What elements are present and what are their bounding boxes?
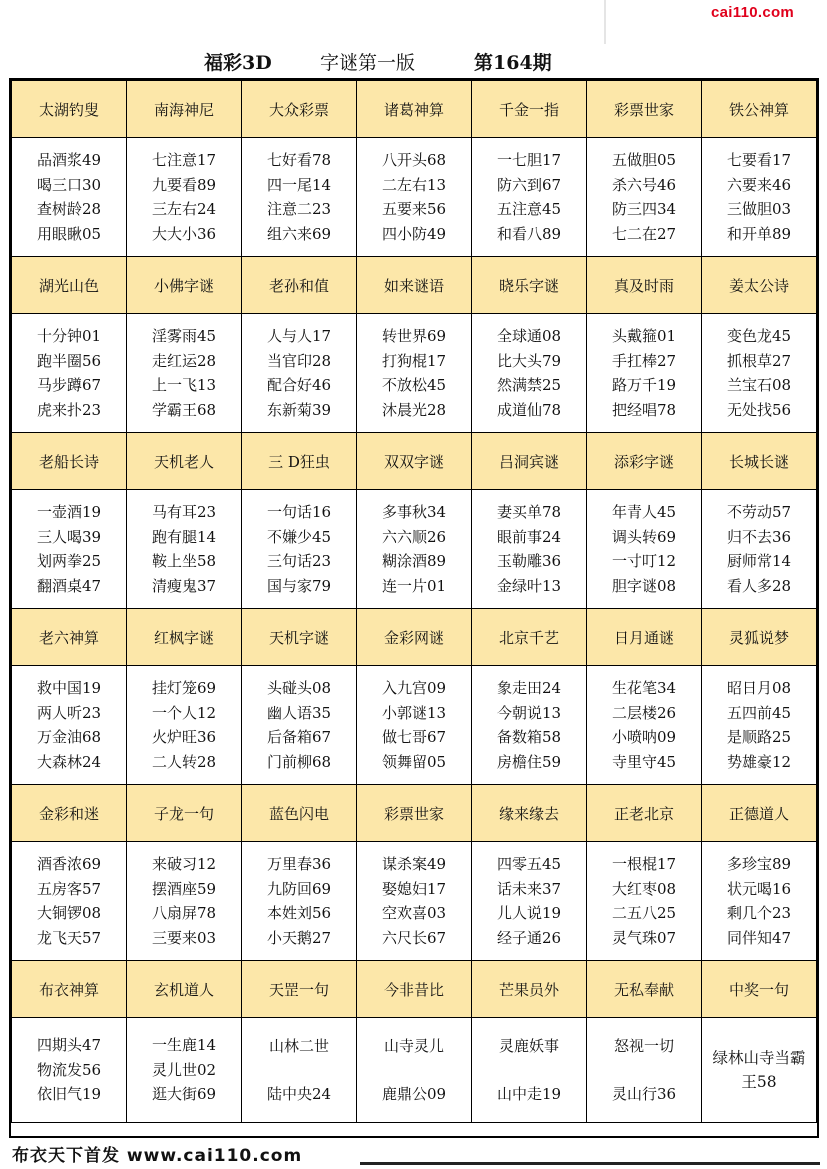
riddle-line: 七注意17 [151,151,217,169]
column-header: 姜太公诗 [702,257,817,314]
riddle-line: 领舞留05 [381,752,447,771]
riddle-line: 大森林24 [36,752,102,771]
riddle-line: 金绿叶13 [496,576,562,595]
riddle-line: 灵鹿妖事 [498,1036,559,1055]
riddle-line: 大大小36 [151,224,217,243]
column-header: 天机老人 [127,433,242,490]
column-header: 红枫字谜 [127,609,242,666]
column-header: 双双字谜 [357,433,472,490]
riddle-cell [357,314,472,433]
riddle-grid [9,78,819,1138]
riddle-line: 不放松45 [381,376,447,394]
riddle-line: 生花笔34 [611,679,677,697]
riddle-line: 势雄豪12 [726,752,792,771]
riddle-line: 胆字谜08 [611,576,677,595]
column-header: 中奖一句 [702,961,817,1018]
riddle-cell [242,314,357,433]
column-header: 彩票世家 [357,785,472,842]
riddle-line: 门前柳68 [266,752,332,771]
riddle-line: 一根棍17 [611,855,677,873]
riddle-line: 幽人语35 [266,703,332,722]
header-row [12,785,817,842]
column-header: 金彩和迷 [12,785,127,842]
riddle-cell [127,842,242,961]
riddle-line: 二层楼26 [611,703,677,722]
divider-line [604,0,606,44]
riddle-line: 变色龙45 [726,327,792,345]
riddle-line: 一壶酒19 [36,503,102,521]
riddle-cell [12,842,127,961]
riddle-cell [357,138,472,257]
column-header: 真及时雨 [587,257,702,314]
riddle-cell [472,138,587,257]
riddle-line: 备数箱58 [496,728,562,746]
riddle-line: 万里春36 [266,855,332,873]
riddle-line: 学霸王68 [151,400,217,419]
riddle-cell [12,1018,127,1123]
riddle-cell [702,1018,817,1123]
riddle-cell [357,490,472,609]
riddle-line: 小天鹅27 [266,928,332,947]
riddle-line: 七二在27 [611,224,677,243]
column-header: 老六神算 [12,609,127,666]
column-header: 天机字谜 [242,609,357,666]
riddle-line: 一七胆17 [496,151,562,169]
riddle-cell [127,314,242,433]
riddle-cell [472,1018,587,1123]
column-header: 千金一指 [472,81,587,138]
riddle-line: 陆中央24 [266,1085,332,1103]
riddle-line: 昭日月08 [726,679,792,697]
column-header: 天罡一句 [242,961,357,1018]
riddle-line: 一个人12 [151,703,217,722]
riddle-cell [702,314,817,433]
riddle-line: 马有耳23 [151,503,217,521]
riddle-line: 四小防49 [381,224,447,243]
riddle-line: 小郭谜13 [381,703,447,722]
riddle-line: 和看八89 [496,224,562,243]
riddle-line: 酒香浓69 [36,855,102,873]
riddle-line: 同伴知47 [726,928,792,947]
riddle-line: 十分钟01 [36,327,102,345]
column-header: 吕洞宾谜 [472,433,587,490]
riddle-cell [472,842,587,961]
riddle-line: 用眼瞅05 [36,224,102,243]
riddle-line: 山林二世 [268,1036,329,1055]
riddle-line: 和开单89 [726,224,792,243]
header-row [12,609,817,666]
riddle-line: 防三四34 [611,200,677,218]
riddle-line: 四期头47 [36,1036,102,1055]
column-header: 日月通谜 [587,609,702,666]
riddle-table [11,80,817,1123]
riddle-line: 本姓刘56 [266,904,332,922]
riddle-line: 查树龄28 [36,200,102,218]
column-header: 湖光山色 [12,257,127,314]
riddle-line: 救中国19 [36,679,102,697]
riddle-line: 八开头68 [381,151,447,169]
riddle-line: 逛大街69 [151,1085,217,1104]
riddle-line: 四一尾14 [266,175,332,194]
riddle-line: 五注意45 [496,200,562,218]
riddle-line: 不劳动57 [726,503,792,521]
riddle-line: 注意二23 [266,200,332,218]
riddle-line: 三要来03 [151,928,217,947]
riddle-line: 一句话16 [266,503,332,521]
riddle-row [12,1018,817,1123]
riddle-line: 三人喝39 [36,527,102,546]
riddle-line: 品酒浆49 [36,151,102,169]
riddle-line: 五做胆05 [611,151,677,169]
riddle-cell [127,138,242,257]
riddle-row [12,314,817,433]
riddle-line: 经子通26 [496,928,562,947]
column-header: 玄机道人 [127,961,242,1018]
riddle-cell [12,490,127,609]
riddle-line: 龙飞天57 [36,928,102,947]
riddle-cell [12,138,127,257]
riddle-line: 谋杀案49 [381,855,447,873]
riddle-line: 状元喝16 [726,879,792,898]
riddle-line: 头碰头08 [266,679,332,697]
riddle-line: 打狗棍17 [381,351,447,370]
riddle-cell [357,842,472,961]
riddle-line: 两人听23 [36,703,102,722]
riddle-line: 多事秋34 [381,503,447,521]
column-header: 今非昔比 [357,961,472,1018]
riddle-line: 做七哥67 [381,728,447,746]
riddle-line: 五四前45 [726,703,792,722]
riddle-line: 把经唱78 [611,400,677,419]
riddle-line: 今朝说13 [496,703,562,722]
column-header: 北京千艺 [472,609,587,666]
riddle-row [12,666,817,785]
riddle-line: 八扇屏78 [151,904,217,922]
riddle-line: 儿人说19 [496,904,562,922]
riddle-line: 五要来56 [381,200,447,218]
riddle-line: 摆酒座59 [151,879,217,898]
column-header: 正老北京 [587,785,702,842]
riddle-line: 六尺长67 [381,928,447,947]
riddle-row [12,138,817,257]
header-row [12,433,817,490]
column-header: 晓乐字谜 [472,257,587,314]
riddle-line: 话未来37 [496,879,562,898]
riddle-line: 眼前事24 [496,527,562,546]
riddle-line: 七要看17 [726,151,792,169]
column-header: 长城长谜 [702,433,817,490]
column-header: 正德道人 [702,785,817,842]
riddle-row [12,842,817,961]
riddle-line: 连一片01 [381,576,447,595]
riddle-cell [357,1018,472,1123]
riddle-cell [127,666,242,785]
header-row [12,81,817,138]
riddle-cell [242,138,357,257]
riddle-line: 玉勒雕36 [496,552,562,570]
riddle-line: 妻买单78 [496,503,562,521]
riddle-line: 三句话23 [266,552,332,570]
riddle-line: 大红枣08 [611,879,677,898]
riddle-line: 来破习12 [151,855,217,873]
title-lottery: 福彩3D [204,52,272,74]
column-header: 诸葛神算 [357,81,472,138]
riddle-line: 然满禁25 [496,376,562,394]
riddle-line: 四零五45 [496,855,562,873]
header-row [12,257,817,314]
riddle-line: 厨师常14 [726,552,792,570]
column-header: 小佛字谜 [127,257,242,314]
riddle-line: 人与人17 [266,327,332,345]
column-header: 南海神尼 [127,81,242,138]
riddle-line: 一生鹿14 [151,1036,217,1055]
riddle-line: 六要来46 [726,175,792,194]
riddle-line: 万金油68 [36,728,102,746]
column-header: 如来谜语 [357,257,472,314]
riddle-line: 年青人45 [611,503,677,521]
riddle-line: 依旧气19 [36,1085,102,1104]
riddle-line: 转世界69 [381,327,447,345]
riddle-line: 物流发56 [36,1060,102,1079]
column-header: 蓝色闪电 [242,785,357,842]
riddle-line: 大铜锣08 [36,904,102,922]
riddle-cell [242,1018,357,1123]
page-title [0,46,827,76]
title-edition: 字谜第一版 [320,52,416,74]
column-header: 无私奉献 [587,961,702,1018]
riddle-line: 二左右13 [381,175,447,194]
riddle-cell [242,490,357,609]
column-header: 金彩网谜 [357,609,472,666]
riddle-cell [702,842,817,961]
riddle-line: 跑有腿14 [151,527,217,546]
riddle-line: 走红运28 [151,351,217,370]
riddle-cell [587,842,702,961]
riddle-line: 挂灯笼69 [151,679,217,697]
column-header: 布衣神算 [12,961,127,1018]
riddle-cell [587,490,702,609]
riddle-line: 头戴箍01 [611,327,677,345]
riddle-cell [472,490,587,609]
riddle-line: 比大头79 [496,351,562,370]
footer-text: 布衣天下首发 www.cai110.com [12,1146,303,1166]
column-header: 灵狐说梦 [702,609,817,666]
riddle-cell [127,490,242,609]
riddle-line: 成道仙78 [496,400,562,419]
riddle-line: 九防回69 [266,879,332,898]
riddle-line: 二五八25 [611,904,677,922]
riddle-cell [472,314,587,433]
riddle-cell [12,314,127,433]
riddle-line: 象走田24 [496,679,562,697]
header-row [12,961,817,1018]
riddle-line: 山中走19 [496,1085,562,1103]
riddle-cell [702,666,817,785]
riddle-line: 七好看78 [266,151,332,169]
riddle-line: 小喷呐09 [611,728,677,746]
column-header: 铁公神算 [702,81,817,138]
riddle-line: 不嫌少45 [266,527,332,546]
riddle-line: 灵气珠07 [611,928,677,947]
riddle-line: 抓根草27 [726,351,792,370]
riddle-line: 怒视一切 [613,1036,674,1055]
riddle-line: 糊涂酒89 [381,552,447,570]
riddle-line: 鹿鼎公09 [381,1085,447,1103]
riddle-line: 无处找56 [726,400,792,419]
column-header: 缘来缘去 [472,785,587,842]
column-header: 太湖钓叟 [12,81,127,138]
riddle-line: 马步蹲67 [36,376,102,394]
riddle-line: 跑半圈56 [36,351,102,370]
riddle-line: 沐晨光28 [381,400,447,419]
column-header: 三 D狂虫 [242,433,357,490]
riddle-line: 东新菊39 [266,400,332,419]
riddle-line: 火炉旺36 [151,728,217,746]
riddle-cell [127,1018,242,1123]
riddle-line: 三左右24 [151,200,217,218]
riddle-line: 全球通08 [496,327,562,345]
riddle-line: 路万千19 [611,376,677,394]
riddle-line: 剩几个23 [726,904,792,922]
riddle-line: 二人转28 [151,752,217,771]
riddle-line: 国与家79 [266,576,332,595]
riddle-cell [357,666,472,785]
riddle-line: 划两拳25 [36,552,102,570]
riddle-cell [587,138,702,257]
riddle-line: 后备箱67 [266,728,332,746]
riddle-cell [12,666,127,785]
riddle-line: 五房客57 [36,879,102,898]
riddle-line: 房檐住59 [496,752,562,771]
column-header: 芒果员外 [472,961,587,1018]
column-header: 彩票世家 [587,81,702,138]
column-header: 老孙和值 [242,257,357,314]
riddle-cell [587,314,702,433]
column-header: 大众彩票 [242,81,357,138]
riddle-line: 娶媳妇17 [381,879,447,898]
riddle-line: 上一飞13 [151,376,217,394]
riddle-line: 调头转69 [611,527,677,546]
site-logo: cai110.com [711,4,795,21]
riddle-line: 当官印28 [266,351,332,370]
column-header: 子龙一句 [127,785,242,842]
riddle-line: 九要看89 [151,175,217,194]
riddle-line: 六六顺26 [381,527,447,546]
riddle-line: 虎来扑23 [36,400,102,419]
riddle-row [12,490,817,609]
riddle-cell [242,666,357,785]
riddle-line: 灵山行36 [611,1085,677,1103]
title-issue: 第164期 [474,52,552,74]
riddle-cell [702,490,817,609]
riddle-line: 组六来69 [266,224,332,243]
riddle-line: 空欢喜03 [381,904,447,922]
riddle-line: 绿林山寺当霸王58 [712,1049,806,1091]
riddle-line: 灵儿世02 [151,1060,217,1079]
column-header: 老船长诗 [12,433,127,490]
riddle-line: 淫雾雨45 [151,327,217,345]
riddle-cell [472,666,587,785]
riddle-line: 配合好46 [266,376,332,394]
riddle-line: 翻酒桌47 [36,576,102,595]
riddle-line: 寺里守45 [611,752,677,771]
riddle-line: 看人多28 [726,576,792,595]
riddle-line: 山寺灵儿 [383,1036,444,1055]
riddle-line: 多珍宝89 [726,855,792,873]
riddle-line: 入九宫09 [381,679,447,697]
riddle-cell [587,1018,702,1123]
riddle-line: 归不去36 [726,527,792,546]
riddle-line: 清瘦鬼37 [151,576,217,595]
riddle-line: 手扛棒27 [611,351,677,370]
riddle-line: 鞍上坐58 [151,552,217,570]
riddle-line: 兰宝石08 [726,376,792,394]
riddle-line: 喝三口30 [36,175,102,194]
column-header: 添彩字谜 [587,433,702,490]
riddle-line: 是顺路25 [726,728,792,746]
riddle-cell [242,842,357,961]
riddle-line: 一寸叮12 [611,552,677,570]
riddle-cell [587,666,702,785]
riddle-line: 杀六号46 [611,175,677,194]
footer-rule [360,1162,820,1165]
riddle-line: 三做胆03 [726,200,792,218]
riddle-line: 防六到67 [496,175,562,194]
riddle-cell [702,138,817,257]
